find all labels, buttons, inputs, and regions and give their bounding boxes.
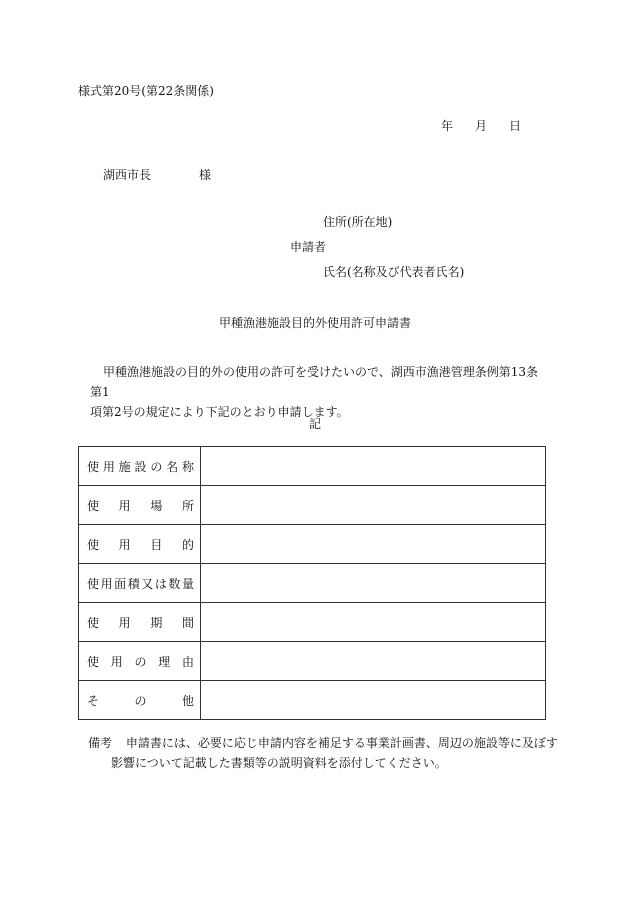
row-value-field[interactable]	[201, 681, 546, 720]
row-label-cell	[79, 486, 201, 525]
row-label: 使 用 の 理 由	[87, 654, 194, 669]
remarks-line-1: 申請書には、必要に応じ申請内容を補足する事業計画書、周辺の施設等に及ぼす	[125, 736, 558, 750]
row-label: 使 用 場 所	[87, 498, 194, 513]
row-label: 使 用 目 的	[87, 537, 194, 552]
table-row	[79, 564, 546, 603]
row-label: 使 用 期 間	[87, 615, 194, 630]
row-value-field[interactable]	[201, 486, 546, 525]
body-text	[90, 362, 550, 422]
table-row	[79, 642, 546, 681]
ki-label: 記	[308, 417, 321, 431]
document-title: 甲種漁港施設目的外使用許可申請書	[218, 316, 411, 330]
addressee	[103, 166, 211, 183]
remarks-head: 備考	[88, 736, 113, 750]
table-row	[79, 681, 546, 720]
applicant-label: 申請者	[290, 240, 327, 254]
table-row	[79, 525, 546, 564]
body-line-2: 項第2号の規定により下記のとおり申請します。	[90, 405, 349, 419]
remarks	[88, 733, 558, 773]
row-label: 使 用 面 積 又 は 数 量	[87, 576, 194, 591]
table-row	[79, 447, 546, 486]
table-row	[79, 603, 546, 642]
body-line-1: 甲種漁港施設の目的外の使用の許可を受けたいので、湖西市漁港管理条例第13条第1	[90, 365, 539, 399]
row-label-cell	[79, 603, 201, 642]
name-label: 氏名(名称及び代表者氏名)	[323, 265, 465, 279]
table-row	[79, 486, 546, 525]
row-value-field[interactable]	[201, 447, 546, 486]
date-line	[441, 117, 521, 134]
address-label: 住所(所在地)	[323, 215, 393, 229]
row-value-field[interactable]	[201, 642, 546, 681]
row-label-cell	[79, 525, 201, 564]
row-label-cell	[79, 642, 201, 681]
row-label: そ の 他	[87, 693, 194, 708]
date-month-label: 月	[475, 119, 488, 133]
row-label-cell	[79, 681, 201, 720]
date-day-label: 日	[509, 119, 522, 133]
form-number: 様式第20号(第22条関係)	[78, 84, 214, 98]
addressee-honorific: 様	[199, 168, 212, 182]
row-label-cell	[79, 564, 201, 603]
application-items-table	[78, 446, 546, 720]
date-year-label: 年	[441, 119, 454, 133]
row-label: 使 用 施 設 の 名 称	[87, 459, 194, 474]
addressee-name: 湖西市長	[103, 168, 152, 182]
remarks-line-2: 影響について記載した書類等の説明資料を添付してください。	[111, 756, 447, 770]
row-value-field[interactable]	[201, 564, 546, 603]
row-value-field[interactable]	[201, 603, 546, 642]
row-label-cell	[79, 447, 201, 486]
row-value-field[interactable]	[201, 525, 546, 564]
